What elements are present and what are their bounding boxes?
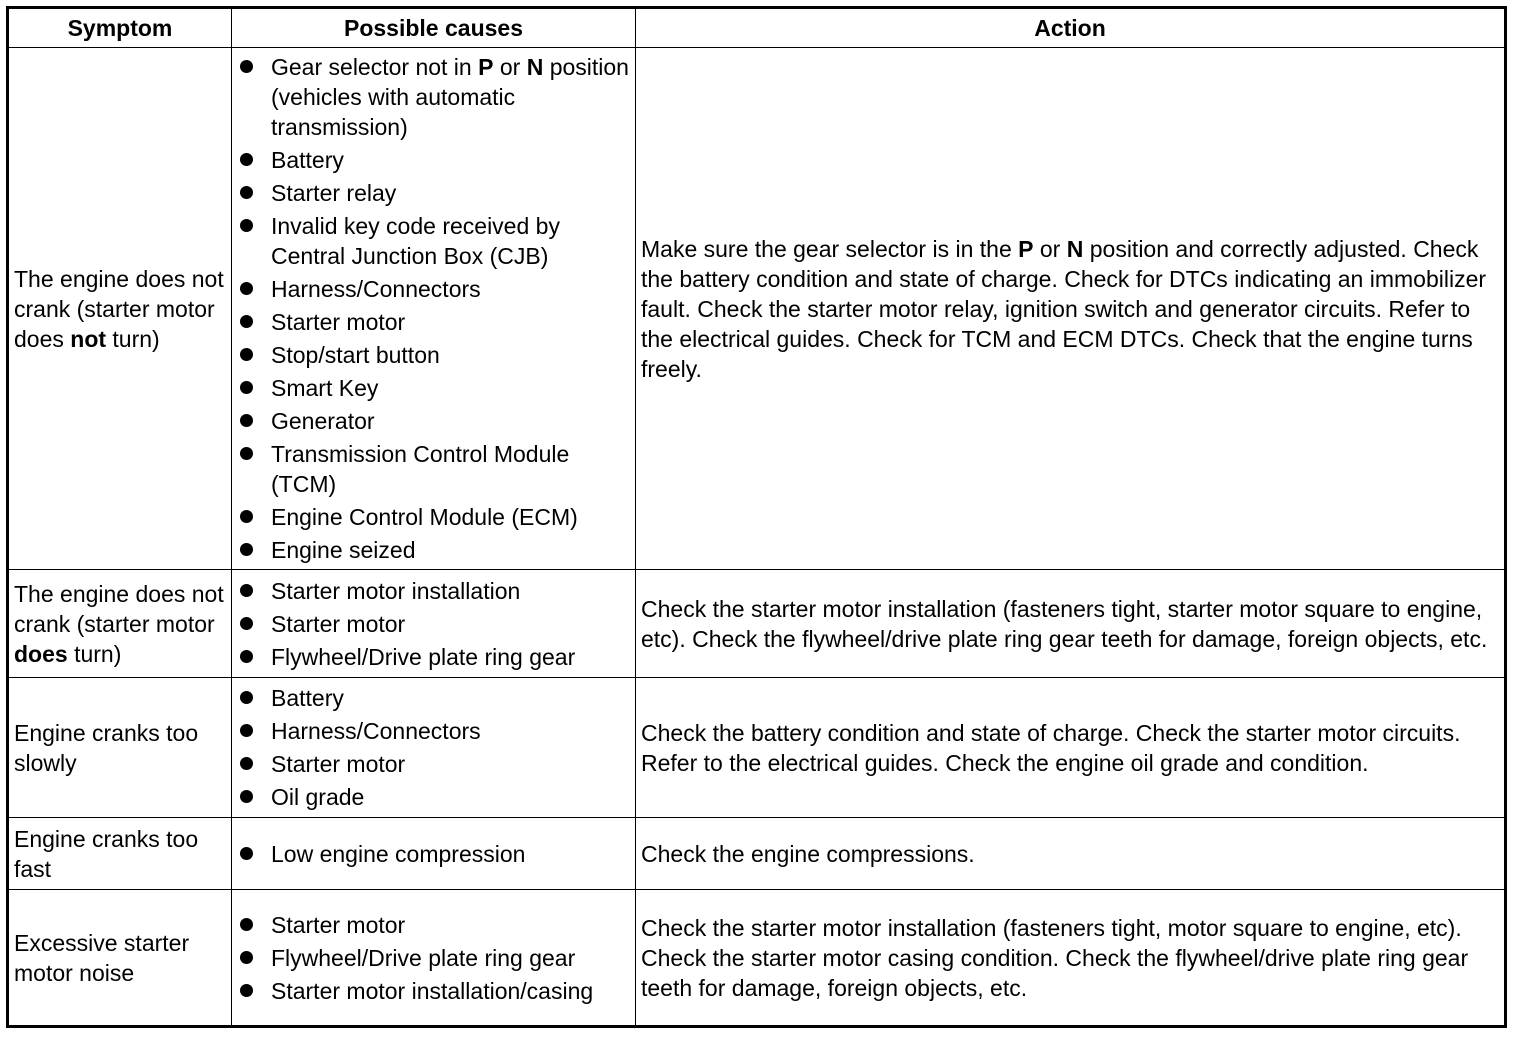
bullet-icon	[240, 381, 253, 394]
cause-item: Low engine compression	[237, 839, 630, 869]
cause-item: Battery	[237, 145, 630, 175]
bullet-icon	[240, 584, 253, 597]
bullet-icon	[240, 724, 253, 737]
cause-item: Harness/Connectors	[237, 716, 630, 746]
symptom-cell: Engine cranks too fast	[8, 818, 232, 890]
bullet-icon	[240, 60, 253, 73]
cause-item: Starter motor	[237, 910, 630, 940]
bullet-icon	[240, 348, 253, 361]
causes-cell	[232, 890, 636, 1027]
bullet-icon	[240, 153, 253, 166]
cause-item: Gear selector not in P or N position (vehicles with automatic transmission)	[237, 52, 630, 142]
symptom-cell	[8, 48, 232, 570]
table-row	[8, 570, 1506, 678]
symptom-emphasis: not	[70, 325, 107, 352]
bullet-icon	[240, 282, 253, 295]
action-cell: Check the starter motor installation (fasteners tight, motor square to engine, etc). Check the starter motor casing condition. Check the flywheel/drive plate ring gear teeth for damage, foreign objects, etc.	[636, 890, 1506, 1027]
bullet-icon	[240, 186, 253, 199]
action-cell: Make sure the gear selector is in the P or N position and correctly adjusted. Check the battery condition and state of charge. Check for DTCs indicating an immobilizer fault. Check the starter motor relay, ignition switch and generator circuits. Refer to the electrical guides. Check for TCM and ECM DTCs. Check that the engine turns freely.	[636, 48, 1506, 570]
bullet-icon	[240, 847, 253, 860]
bullet-icon	[240, 414, 253, 427]
bullet-icon	[240, 691, 253, 704]
cause-item: Engine seized	[237, 535, 630, 565]
cause-item: Generator	[237, 406, 630, 436]
action-cell: Check the engine compressions.	[636, 818, 1506, 890]
symptom-cell: Engine cranks too slowly	[8, 678, 232, 818]
table-row	[8, 818, 1506, 890]
symptom-text: turn)	[67, 640, 122, 667]
bullet-icon	[240, 219, 253, 232]
cause-item: Invalid key code received by Central Junction Box (CJB)	[237, 211, 630, 271]
action-cell: Check the starter motor installation (fasteners tight, starter motor square to engine, etc). Check the flywheel/drive plate ring gear teeth for damage, foreign objects, etc.	[636, 570, 1506, 678]
causes-list	[237, 683, 630, 812]
table-row	[8, 678, 1506, 818]
table-row	[8, 890, 1506, 1027]
cause-item: Flywheel/Drive plate ring gear	[237, 943, 630, 973]
bullet-icon	[240, 757, 253, 770]
causes-cell	[232, 818, 636, 890]
cause-item: Starter motor installation/casing	[237, 976, 630, 1006]
cause-item: Starter relay	[237, 178, 630, 208]
table-row	[8, 48, 1506, 570]
header-possible-causes: Possible causes	[232, 8, 636, 48]
symptom-text: The engine does not crank (starter motor does	[14, 265, 224, 352]
bullet-icon	[240, 984, 253, 997]
cause-item: Flywheel/Drive plate ring gear	[237, 642, 630, 672]
symptom-cell	[8, 570, 232, 678]
bullet-icon	[240, 790, 253, 803]
bullet-icon	[240, 543, 253, 556]
cause-item: Oil grade	[237, 782, 630, 812]
header-action: Action	[636, 8, 1506, 48]
bullet-icon	[240, 510, 253, 523]
symptom-cell: Excessive starter motor noise	[8, 890, 232, 1027]
cause-item: Harness/Connectors	[237, 274, 630, 304]
symptom-text: turn)	[106, 325, 160, 352]
header-row	[8, 8, 1506, 48]
header-symptom: Symptom	[8, 8, 232, 48]
cause-item: Transmission Control Module (TCM)	[237, 439, 630, 499]
bullet-icon	[240, 951, 253, 964]
cause-item: Starter motor	[237, 307, 630, 337]
action-cell: Check the battery condition and state of charge. Check the starter motor circuits. Refer to the electrical guides. Check the engine oil grade and condition.	[636, 678, 1506, 818]
bullet-icon	[240, 617, 253, 630]
cause-item: Starter motor installation	[237, 576, 630, 606]
cause-item: Engine Control Module (ECM)	[237, 502, 630, 532]
bullet-icon	[240, 315, 253, 328]
cause-item: Smart Key	[237, 373, 630, 403]
causes-list	[237, 910, 630, 1006]
bullet-icon	[240, 650, 253, 663]
cause-item: Stop/start button	[237, 340, 630, 370]
causes-cell	[232, 48, 636, 570]
symptom-emphasis: does	[14, 640, 68, 667]
cause-item: Starter motor	[237, 609, 630, 639]
causes-list	[237, 839, 630, 869]
cause-item: Starter motor	[237, 749, 630, 779]
causes-cell	[232, 678, 636, 818]
causes-list	[237, 576, 630, 672]
cause-item: Battery	[237, 683, 630, 713]
symptom-text: The engine does not crank (starter motor	[14, 580, 224, 637]
causes-list	[237, 52, 630, 565]
bullet-icon	[240, 447, 253, 460]
causes-cell	[232, 570, 636, 678]
symptom-chart-table	[6, 6, 1507, 1028]
bullet-icon	[240, 918, 253, 931]
